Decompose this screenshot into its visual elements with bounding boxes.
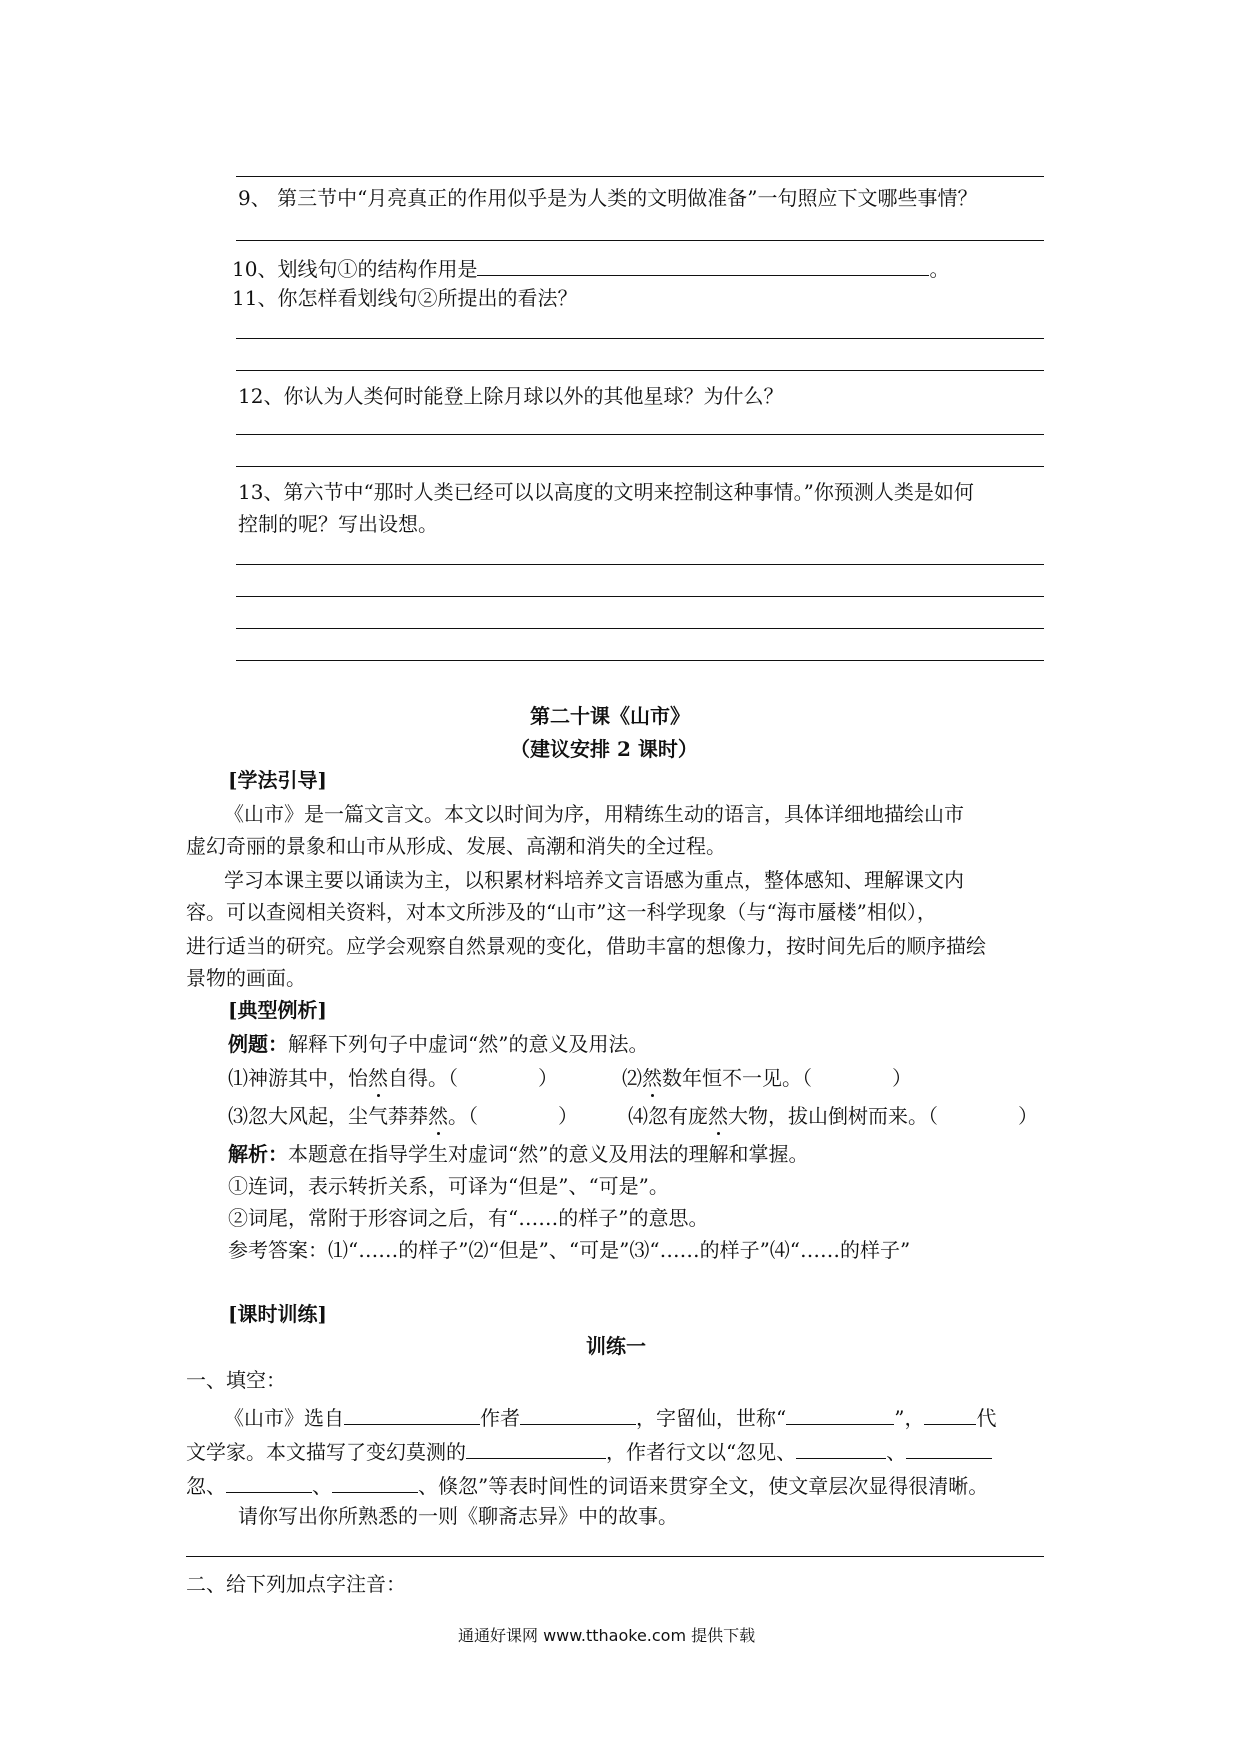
sentence-text: ⑵ [622, 1066, 642, 1090]
sentence-text: 数年恒不一见。（ ） [662, 1066, 912, 1090]
fill-text: 作者 [480, 1406, 520, 1430]
fill-text: ，字留仙，世称“ [636, 1406, 787, 1430]
guide-paragraph-2-line-1: 学习本课主要以诵读为主，以积累材料培养文言语感为重点，整体感知、理解课文内 [224, 868, 964, 892]
answer-line [236, 628, 1044, 629]
fill-blank [226, 1472, 312, 1493]
fill-text: 、 [312, 1474, 332, 1498]
sentence-text: 自得。（ ） [388, 1066, 558, 1090]
example-question [228, 1034, 648, 1054]
training-heading: [课时训练] [228, 1302, 327, 1326]
answer-line [236, 596, 1044, 597]
reference-answer: 参考答案：⑴“……的样子”⑵“但是”、“可是”⑶“……的样子”⑷“……的样子” [228, 1238, 911, 1262]
example-sentence-1 [228, 1068, 558, 1088]
analysis-text: 本题意在指导学生对虚词“然”的意义及用法的理解和掌握。 [288, 1142, 809, 1166]
fill-text: 、 [886, 1440, 907, 1464]
sentence-text: ⑴神游其中，怡 [228, 1066, 368, 1090]
analysis-point-2: ②词尾，常附于形容词之后，有“……的样子”的意思。 [228, 1206, 709, 1230]
analysis [228, 1144, 808, 1164]
fill-text: 《山市》选自 [224, 1406, 344, 1430]
training-title: 训练一 [586, 1334, 646, 1358]
guide-paragraph-2-line-3: 进行适当的研究。应学会观察自然景观的变化，借助丰富的想像力，按时间先后的顺序描绘 [186, 934, 986, 958]
fill-text: ，作者行文以“忽见、 [606, 1440, 797, 1464]
phonetic-heading: 二、给下列加点字注音： [186, 1572, 406, 1596]
sentence-text: ⑶忽大风起，尘气莽莽 [228, 1104, 428, 1128]
guide-paragraph-1-line-1: 《山市》是一篇文言文。本文以时间为序，用精练生动的语言，具体详细地描绘山市 [224, 802, 964, 826]
emphasized-char: 然 [428, 1104, 448, 1128]
answer-line [236, 176, 1044, 177]
question-11: 11、你怎样看划线句②所提出的看法？ [232, 286, 578, 310]
guide-paragraph-2-line-4: 景物的画面。 [186, 966, 306, 990]
lesson-subtitle: （建议安排 2 课时） [510, 737, 698, 761]
fill-blank [466, 1438, 606, 1459]
answer-line [236, 370, 1044, 371]
lesson-title: 第二十课《山市》 [530, 704, 690, 728]
answer-line [236, 338, 1044, 339]
analysis-label: 解析： [228, 1142, 288, 1166]
fill-blank [906, 1438, 992, 1459]
sentence-text: ⑷忽有庞 [628, 1104, 708, 1128]
fill-text: ”， [894, 1406, 925, 1430]
fill-line-3 [186, 1472, 988, 1496]
example-label: 例题： [228, 1032, 288, 1056]
fill-blank [796, 1438, 886, 1459]
example-text: 解释下列句子中虚词“然”的意义及用法。 [288, 1032, 649, 1056]
fill-text: 、倏忽”等表时间性的词语来贯穿全文，使文章层次显得很清晰。 [418, 1474, 989, 1498]
question-13-line-1: 13、第六节中“那时人类已经可以以高度的文明来控制这种事情。”你预测人类是如何 [238, 480, 974, 504]
fill-blank [332, 1472, 418, 1493]
example-sentence-4 [628, 1106, 1038, 1126]
example-heading: [典型例析] [228, 998, 327, 1022]
emphasized-char: 然 [708, 1104, 728, 1128]
fill-blank [344, 1404, 480, 1425]
fill-blank [924, 1404, 976, 1425]
answer-line [186, 1556, 1044, 1557]
fill-blank [477, 255, 929, 276]
fill-blank [520, 1404, 636, 1425]
emphasized-char: 然 [368, 1066, 388, 1090]
answer-line [236, 660, 1044, 661]
fill-blank [786, 1404, 894, 1425]
fill-text: 忽、 [186, 1474, 226, 1498]
example-sentence-2 [622, 1068, 912, 1088]
example-sentence-3 [228, 1106, 578, 1126]
question-10-end: 。 [929, 257, 950, 281]
fill-line-1 [224, 1404, 996, 1428]
guide-paragraph-2-line-2: 容。可以查阅相关资料，对本文所涉及的“山市”这一科学现象（与“海市蜃楼”相似）， [186, 900, 937, 924]
emphasized-char: 然 [642, 1066, 662, 1090]
question-10 [232, 255, 949, 279]
question-9: 9、 第三节中“月亮真正的作用似乎是为人类的文明做准备”一句照应下文哪些事情？ [238, 186, 978, 210]
question-12: 12、你认为人类何时能登上除月球以外的其他星球？为什么？ [238, 384, 784, 408]
sentence-text: 大物，拔山倒树而来。（ ） [728, 1104, 1038, 1128]
sentence-text: 。（ ） [448, 1104, 578, 1128]
fill-text: 文学家。本文描写了变幻莫测的 [186, 1440, 466, 1464]
answer-line [236, 564, 1044, 565]
fill-line-2 [186, 1438, 992, 1462]
answer-line [236, 240, 1044, 241]
guide-heading: [学法引导] [228, 768, 327, 792]
fill-line-4: 请你写出你所熟悉的一则《聊斋志异》中的故事。 [238, 1504, 678, 1528]
analysis-point-1: ①连词，表示转折关系，可译为“但是”、“可是”。 [228, 1174, 669, 1198]
page-footer: 通通好课网 www.tthaoke.com 提供下载 [458, 1626, 756, 1645]
answer-line [236, 434, 1044, 435]
question-13-line-2: 控制的呢？写出设想。 [238, 512, 438, 536]
fill-text: 代 [976, 1406, 997, 1430]
fill-heading: 一、填空： [186, 1368, 286, 1392]
guide-paragraph-1-line-2: 虚幻奇丽的景象和山市从形成、发展、高潮和消失的全过程。 [186, 834, 726, 858]
question-10-text: 10、划线句①的结构作用是 [232, 257, 478, 281]
answer-line [236, 466, 1044, 467]
